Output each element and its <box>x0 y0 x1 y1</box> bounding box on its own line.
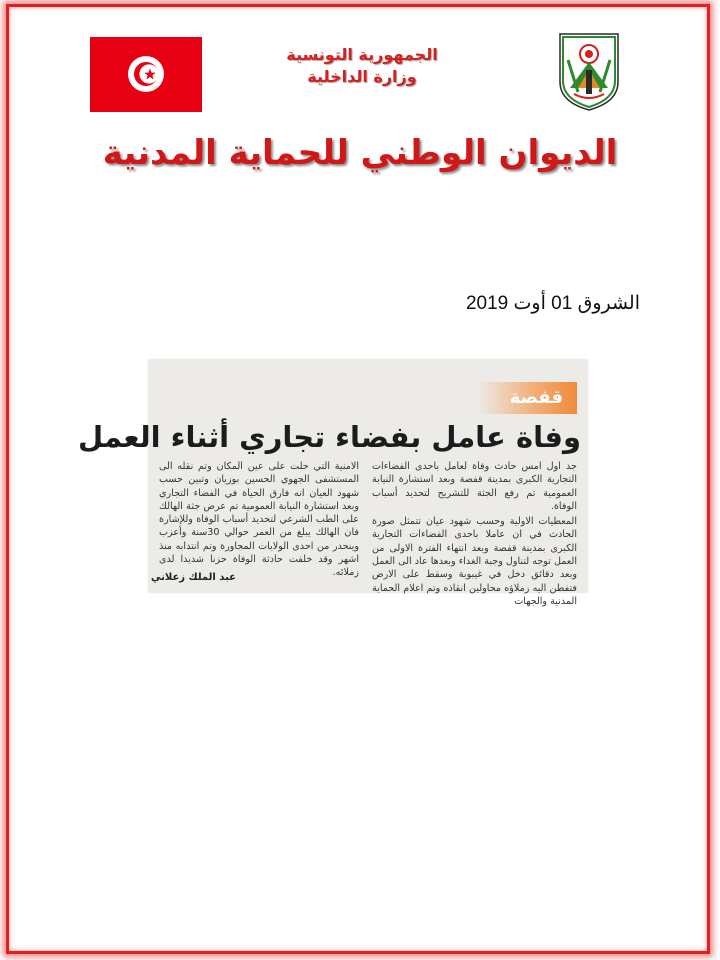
newspaper-clipping <box>78 360 587 607</box>
shield-icon <box>556 30 622 112</box>
source-date: الشروق 01 أوت 2019 <box>465 293 640 314</box>
republic-heading <box>262 44 462 88</box>
paragraph: الامنية التي حلت على عين المكان وتم نقله الى المستشفى الجهوي الحسين بوزيان وتبين حسب شهود العيان انه فارق الحياة في الفضاء التجاري وبعد استشارة النيابة العمومية تم عرض جثة الهالك على الطب الشرعي لتحديد أسباب الوفاة وللإشارة فان الهالك يبلغ من العمر حوالي 30سنة وأعزب وينحدر من احدى الولايات المجاورة وتم انتدابه منذ اشهر وقد خلفت حادثة الوفاة حزنا شديدا لدى زملائه. <box>159 461 359 579</box>
paragraph: جد اول امس حادث وفاة لعامل باحدى الفضاءات التجارية الكبرى بمدينة قفصة وبعد استشارة النيابة العمومية تم رفع الجثة للتشريح لتحديد أسباب الوفاة. <box>372 461 577 512</box>
article-column-left <box>159 460 359 582</box>
agency-title: الديوان الوطني للحماية المدنية <box>102 133 618 173</box>
section-tag: قفصة <box>477 382 577 414</box>
flag-disc <box>128 56 164 92</box>
article-column-right <box>372 460 577 610</box>
crescent-star-icon <box>128 56 164 92</box>
republic-label: الجمهورية التونسية <box>286 45 438 64</box>
civil-protection-emblem <box>556 30 622 112</box>
paragraph: المعطيات الاولية وحسب شهود عيان تتمثل صورة الحادث في ان عاملا باحدى الفضاءات التجارية الكبرى بمدينة قفصة وبعد انتهاء الفترة الاولى من العمل توجه لتناول وجبة الغداء وبعدها عاد الى العمل وبعد دقائق دخل في غيبوبة وسقط على الارض فتفطن اليه زملاؤه محاولين انقاذه وتم اعلام الحماية المدنية والجهات <box>372 516 577 607</box>
article-headline: وفاة عامل بفضاء تجاري أثناء العمل <box>78 420 581 454</box>
tunisia-flag <box>90 37 202 112</box>
article-byline: عبد الملك زعلاني <box>151 572 236 583</box>
ministry-label: وزارة الداخلية <box>307 67 417 86</box>
